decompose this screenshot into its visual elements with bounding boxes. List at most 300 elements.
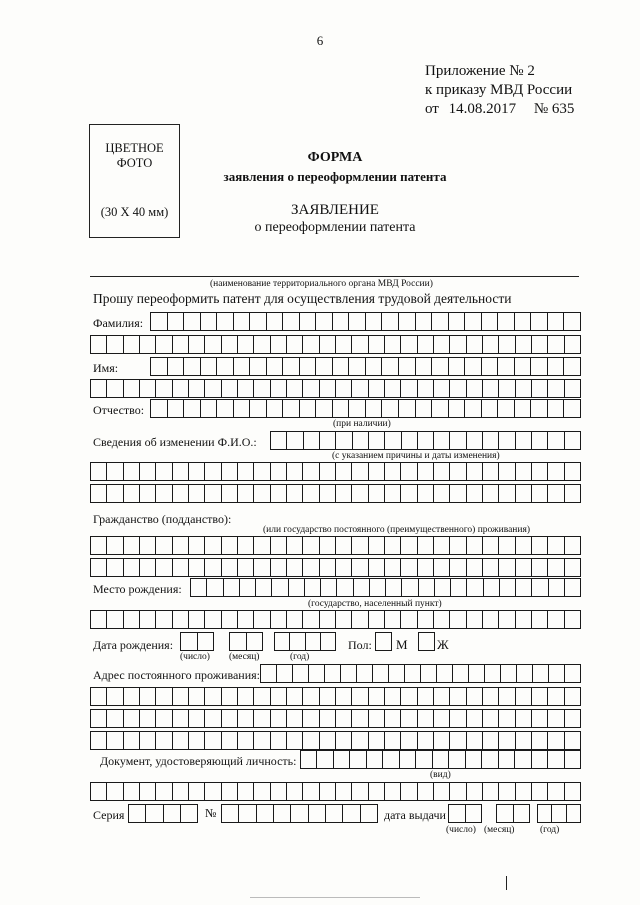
char-cell[interactable]	[532, 484, 548, 503]
char-cell[interactable]	[230, 632, 247, 651]
char-cell[interactable]	[261, 664, 277, 683]
char-cell[interactable]	[267, 399, 284, 418]
char-cell[interactable]	[366, 357, 383, 376]
char-cell[interactable]	[254, 782, 270, 801]
char-cell[interactable]	[565, 731, 581, 750]
char-cell[interactable]	[469, 664, 485, 683]
char-cell[interactable]	[418, 782, 434, 801]
char-cell[interactable]	[321, 578, 337, 597]
address-cells-row-2[interactable]	[90, 687, 581, 706]
char-cell[interactable]	[238, 536, 254, 555]
char-cell[interactable]	[91, 687, 107, 706]
char-cell[interactable]	[416, 312, 433, 331]
char-cell[interactable]	[205, 731, 221, 750]
char-cell[interactable]	[483, 335, 499, 354]
char-cell[interactable]	[564, 357, 581, 376]
char-cell[interactable]	[320, 335, 336, 354]
char-cell[interactable]	[91, 782, 107, 801]
char-cell[interactable]	[499, 610, 515, 629]
char-cell[interactable]	[467, 431, 483, 450]
char-cell[interactable]	[222, 484, 238, 503]
char-cell[interactable]	[140, 536, 156, 555]
birthdate-day-cells[interactable]	[180, 632, 214, 651]
char-cell[interactable]	[418, 462, 434, 481]
char-cell[interactable]	[402, 431, 418, 450]
char-cell[interactable]	[418, 558, 434, 577]
char-cell[interactable]	[499, 731, 515, 750]
char-cell[interactable]	[467, 335, 483, 354]
char-cell[interactable]	[271, 484, 287, 503]
char-cell[interactable]	[385, 610, 401, 629]
char-cell[interactable]	[401, 558, 417, 577]
char-cell[interactable]	[124, 558, 140, 577]
char-cell[interactable]	[309, 664, 325, 683]
char-cell[interactable]	[516, 462, 532, 481]
char-cell[interactable]	[361, 804, 378, 823]
char-cell[interactable]	[124, 709, 140, 728]
char-cell[interactable]	[336, 431, 352, 450]
char-cell[interactable]	[124, 462, 140, 481]
char-cell[interactable]	[222, 687, 238, 706]
char-cell[interactable]	[124, 731, 140, 750]
char-cell[interactable]	[156, 462, 172, 481]
char-cell[interactable]	[267, 357, 284, 376]
char-cell[interactable]	[352, 484, 368, 503]
char-cell[interactable]	[317, 750, 333, 769]
char-cell[interactable]	[385, 536, 401, 555]
char-cell[interactable]	[532, 536, 548, 555]
birthplace-cells-row-2[interactable]	[90, 610, 581, 629]
char-cell[interactable]	[238, 709, 254, 728]
char-cell[interactable]	[168, 357, 185, 376]
char-cell[interactable]	[289, 578, 305, 597]
char-cell[interactable]	[483, 687, 499, 706]
char-cell[interactable]	[501, 664, 517, 683]
char-cell[interactable]	[164, 804, 181, 823]
birthplace-cells[interactable]	[190, 578, 581, 597]
char-cell[interactable]	[91, 335, 107, 354]
char-cell[interactable]	[124, 335, 140, 354]
id-document-cells-row-2[interactable]	[90, 782, 581, 801]
series-cells[interactable]	[128, 804, 198, 823]
char-cell[interactable]	[343, 804, 360, 823]
char-cell[interactable]	[565, 536, 581, 555]
char-cell[interactable]	[369, 335, 385, 354]
char-cell[interactable]	[341, 664, 357, 683]
char-cell[interactable]	[483, 558, 499, 577]
char-cell[interactable]	[451, 578, 467, 597]
char-cell[interactable]	[514, 804, 531, 823]
char-cell[interactable]	[337, 578, 353, 597]
char-cell[interactable]	[303, 782, 319, 801]
char-cell[interactable]	[189, 335, 205, 354]
char-cell[interactable]	[466, 750, 482, 769]
char-cell[interactable]	[300, 357, 317, 376]
char-cell[interactable]	[532, 558, 548, 577]
char-cell[interactable]	[369, 379, 385, 398]
char-cell[interactable]	[565, 709, 581, 728]
char-cell[interactable]	[107, 536, 123, 555]
char-cell[interactable]	[352, 335, 368, 354]
char-cell[interactable]	[385, 431, 401, 450]
char-cell[interactable]	[467, 558, 483, 577]
char-cell[interactable]	[140, 484, 156, 503]
char-cell[interactable]	[401, 731, 417, 750]
char-cell[interactable]	[418, 379, 434, 398]
char-cell[interactable]	[240, 578, 256, 597]
char-cell[interactable]	[352, 610, 368, 629]
char-cell[interactable]	[254, 731, 270, 750]
char-cell[interactable]	[107, 462, 123, 481]
char-cell[interactable]	[450, 379, 466, 398]
char-cell[interactable]	[385, 335, 401, 354]
char-cell[interactable]	[383, 750, 399, 769]
char-cell[interactable]	[467, 484, 483, 503]
citizenship-cells-row-2[interactable]	[90, 558, 581, 577]
char-cell[interactable]	[385, 558, 401, 577]
char-cell[interactable]	[217, 399, 234, 418]
char-cell[interactable]	[548, 731, 564, 750]
char-cell[interactable]	[532, 578, 548, 597]
char-cell[interactable]	[140, 558, 156, 577]
char-cell[interactable]	[484, 578, 500, 597]
char-cell[interactable]	[432, 312, 449, 331]
char-cell[interactable]	[239, 804, 256, 823]
char-cell[interactable]	[401, 610, 417, 629]
char-cell[interactable]	[107, 687, 123, 706]
char-cell[interactable]	[385, 709, 401, 728]
char-cell[interactable]	[548, 335, 564, 354]
char-cell[interactable]	[238, 687, 254, 706]
char-cell[interactable]	[401, 536, 417, 555]
char-cell[interactable]	[565, 664, 581, 683]
char-cell[interactable]	[418, 536, 434, 555]
char-cell[interactable]	[205, 379, 221, 398]
char-cell[interactable]	[399, 399, 416, 418]
name-change-cells[interactable]	[270, 431, 581, 450]
char-cell[interactable]	[320, 610, 336, 629]
char-cell[interactable]	[516, 687, 532, 706]
char-cell[interactable]	[303, 687, 319, 706]
char-cell[interactable]	[366, 312, 383, 331]
char-cell[interactable]	[405, 664, 421, 683]
char-cell[interactable]	[333, 312, 350, 331]
char-cell[interactable]	[565, 558, 581, 577]
char-cell[interactable]	[532, 782, 548, 801]
char-cell[interactable]	[247, 632, 264, 651]
char-cell[interactable]	[499, 558, 515, 577]
char-cell[interactable]	[205, 610, 221, 629]
char-cell[interactable]	[124, 782, 140, 801]
char-cell[interactable]	[418, 431, 434, 450]
char-cell[interactable]	[467, 536, 483, 555]
char-cell[interactable]	[369, 782, 385, 801]
char-cell[interactable]	[565, 687, 581, 706]
char-cell[interactable]	[124, 610, 140, 629]
char-cell[interactable]	[222, 379, 238, 398]
char-cell[interactable]	[205, 462, 221, 481]
char-cell[interactable]	[516, 379, 532, 398]
char-cell[interactable]	[467, 610, 483, 629]
char-cell[interactable]	[565, 462, 581, 481]
char-cell[interactable]	[156, 379, 172, 398]
char-cell[interactable]	[565, 782, 581, 801]
char-cell[interactable]	[564, 312, 581, 331]
char-cell[interactable]	[515, 750, 531, 769]
char-cell[interactable]	[434, 462, 450, 481]
char-cell[interactable]	[532, 335, 548, 354]
char-cell[interactable]	[434, 431, 450, 450]
char-cell[interactable]	[303, 484, 319, 503]
char-cell[interactable]	[532, 750, 548, 769]
char-cell[interactable]	[532, 709, 548, 728]
char-cell[interactable]	[369, 484, 385, 503]
char-cell[interactable]	[450, 558, 466, 577]
char-cell[interactable]	[181, 804, 198, 823]
char-cell[interactable]	[250, 357, 267, 376]
char-cell[interactable]	[516, 782, 532, 801]
char-cell[interactable]	[352, 709, 368, 728]
char-cell[interactable]	[499, 462, 515, 481]
char-cell[interactable]	[418, 335, 434, 354]
char-cell[interactable]	[548, 462, 564, 481]
char-cell[interactable]	[287, 379, 303, 398]
char-cell[interactable]	[184, 399, 201, 418]
char-cell[interactable]	[548, 379, 564, 398]
name-cells-row-2[interactable]	[90, 379, 581, 398]
char-cell[interactable]	[483, 709, 499, 728]
char-cell[interactable]	[483, 431, 499, 450]
char-cell[interactable]	[189, 687, 205, 706]
char-cell[interactable]	[532, 431, 548, 450]
char-cell[interactable]	[482, 750, 498, 769]
char-cell[interactable]	[107, 379, 123, 398]
char-cell[interactable]	[453, 664, 469, 683]
char-cell[interactable]	[567, 804, 581, 823]
char-cell[interactable]	[450, 484, 466, 503]
char-cell[interactable]	[467, 578, 483, 597]
char-cell[interactable]	[538, 804, 552, 823]
char-cell[interactable]	[272, 578, 288, 597]
char-cell[interactable]	[449, 804, 466, 823]
char-cell[interactable]	[548, 399, 565, 418]
char-cell[interactable]	[369, 536, 385, 555]
char-cell[interactable]	[124, 484, 140, 503]
char-cell[interactable]	[287, 431, 303, 450]
char-cell[interactable]	[385, 782, 401, 801]
char-cell[interactable]	[349, 357, 366, 376]
char-cell[interactable]	[271, 610, 287, 629]
char-cell[interactable]	[499, 335, 515, 354]
char-cell[interactable]	[532, 379, 548, 398]
char-cell[interactable]	[201, 312, 218, 331]
name-change-cells-row-2[interactable]	[90, 462, 581, 481]
name-cells[interactable]	[150, 357, 581, 376]
char-cell[interactable]	[254, 687, 270, 706]
char-cell[interactable]	[217, 312, 234, 331]
char-cell[interactable]	[287, 462, 303, 481]
char-cell[interactable]	[434, 687, 450, 706]
char-cell[interactable]	[416, 750, 432, 769]
char-cell[interactable]	[370, 578, 386, 597]
char-cell[interactable]	[385, 731, 401, 750]
char-cell[interactable]	[107, 484, 123, 503]
char-cell[interactable]	[303, 335, 319, 354]
sex-female-checkbox[interactable]	[418, 632, 435, 651]
char-cell[interactable]	[336, 462, 352, 481]
char-cell[interactable]	[336, 379, 352, 398]
char-cell[interactable]	[336, 709, 352, 728]
char-cell[interactable]	[238, 558, 254, 577]
char-cell[interactable]	[254, 335, 270, 354]
char-cell[interactable]	[450, 610, 466, 629]
char-cell[interactable]	[189, 782, 205, 801]
char-cell[interactable]	[107, 782, 123, 801]
sex-male-checkbox[interactable]	[375, 632, 392, 651]
char-cell[interactable]	[156, 687, 172, 706]
char-cell[interactable]	[326, 804, 343, 823]
char-cell[interactable]	[548, 431, 564, 450]
char-cell[interactable]	[304, 431, 320, 450]
char-cell[interactable]	[548, 782, 564, 801]
char-cell[interactable]	[517, 664, 533, 683]
char-cell[interactable]	[234, 312, 251, 331]
char-cell[interactable]	[467, 379, 483, 398]
issue-date-day-cells[interactable]	[448, 804, 482, 823]
char-cell[interactable]	[401, 379, 417, 398]
char-cell[interactable]	[350, 750, 366, 769]
char-cell[interactable]	[316, 357, 333, 376]
char-cell[interactable]	[483, 462, 499, 481]
char-cell[interactable]	[434, 731, 450, 750]
char-cell[interactable]	[516, 558, 532, 577]
char-cell[interactable]	[369, 709, 385, 728]
char-cell[interactable]	[306, 632, 321, 651]
char-cell[interactable]	[271, 431, 287, 450]
char-cell[interactable]	[320, 709, 336, 728]
char-cell[interactable]	[303, 379, 319, 398]
char-cell[interactable]	[402, 578, 418, 597]
char-cell[interactable]	[467, 709, 483, 728]
char-cell[interactable]	[173, 782, 189, 801]
char-cell[interactable]	[303, 610, 319, 629]
char-cell[interactable]	[173, 610, 189, 629]
char-cell[interactable]	[485, 664, 501, 683]
char-cell[interactable]	[287, 610, 303, 629]
char-cell[interactable]	[140, 687, 156, 706]
char-cell[interactable]	[290, 632, 305, 651]
char-cell[interactable]	[189, 462, 205, 481]
char-cell[interactable]	[140, 462, 156, 481]
char-cell[interactable]	[549, 664, 565, 683]
char-cell[interactable]	[151, 312, 168, 331]
doc-number-cells[interactable]	[221, 804, 378, 823]
char-cell[interactable]	[385, 687, 401, 706]
char-cell[interactable]	[91, 709, 107, 728]
char-cell[interactable]	[516, 484, 532, 503]
char-cell[interactable]	[189, 709, 205, 728]
char-cell[interactable]	[336, 782, 352, 801]
char-cell[interactable]	[434, 709, 450, 728]
char-cell[interactable]	[191, 578, 207, 597]
char-cell[interactable]	[549, 578, 565, 597]
char-cell[interactable]	[382, 399, 399, 418]
char-cell[interactable]	[274, 804, 291, 823]
char-cell[interactable]	[250, 312, 267, 331]
char-cell[interactable]	[449, 399, 466, 418]
char-cell[interactable]	[434, 558, 450, 577]
char-cell[interactable]	[401, 709, 417, 728]
char-cell[interactable]	[399, 357, 416, 376]
birthdate-year-cells[interactable]	[274, 632, 336, 651]
char-cell[interactable]	[283, 357, 300, 376]
char-cell[interactable]	[156, 610, 172, 629]
char-cell[interactable]	[156, 335, 172, 354]
char-cell[interactable]	[91, 536, 107, 555]
char-cell[interactable]	[385, 379, 401, 398]
char-cell[interactable]	[189, 536, 205, 555]
char-cell[interactable]	[499, 709, 515, 728]
char-cell[interactable]	[498, 357, 515, 376]
char-cell[interactable]	[419, 632, 435, 651]
char-cell[interactable]	[336, 687, 352, 706]
char-cell[interactable]	[250, 399, 267, 418]
char-cell[interactable]	[433, 750, 449, 769]
char-cell[interactable]	[565, 610, 581, 629]
char-cell[interactable]	[352, 558, 368, 577]
char-cell[interactable]	[552, 804, 566, 823]
char-cell[interactable]	[467, 782, 483, 801]
char-cell[interactable]	[254, 558, 270, 577]
char-cell[interactable]	[91, 462, 107, 481]
address-cells-row-4[interactable]	[90, 731, 581, 750]
char-cell[interactable]	[184, 312, 201, 331]
char-cell[interactable]	[376, 632, 392, 651]
char-cell[interactable]	[354, 578, 370, 597]
char-cell[interactable]	[531, 312, 548, 331]
char-cell[interactable]	[256, 578, 272, 597]
char-cell[interactable]	[565, 431, 581, 450]
char-cell[interactable]	[499, 431, 515, 450]
char-cell[interactable]	[418, 484, 434, 503]
char-cell[interactable]	[516, 731, 532, 750]
char-cell[interactable]	[254, 610, 270, 629]
char-cell[interactable]	[352, 379, 368, 398]
char-cell[interactable]	[401, 462, 417, 481]
char-cell[interactable]	[548, 750, 564, 769]
char-cell[interactable]	[401, 687, 417, 706]
char-cell[interactable]	[320, 431, 336, 450]
char-cell[interactable]	[205, 687, 221, 706]
char-cell[interactable]	[283, 312, 300, 331]
char-cell[interactable]	[287, 335, 303, 354]
char-cell[interactable]	[531, 357, 548, 376]
char-cell[interactable]	[548, 536, 564, 555]
issue-date-month-cells[interactable]	[496, 804, 530, 823]
char-cell[interactable]	[421, 664, 437, 683]
char-cell[interactable]	[499, 782, 515, 801]
char-cell[interactable]	[449, 750, 465, 769]
char-cell[interactable]	[483, 731, 499, 750]
char-cell[interactable]	[499, 750, 515, 769]
char-cell[interactable]	[434, 484, 450, 503]
char-cell[interactable]	[367, 750, 383, 769]
char-cell[interactable]	[400, 750, 416, 769]
char-cell[interactable]	[271, 687, 287, 706]
char-cell[interactable]	[389, 664, 405, 683]
char-cell[interactable]	[173, 462, 189, 481]
char-cell[interactable]	[124, 536, 140, 555]
